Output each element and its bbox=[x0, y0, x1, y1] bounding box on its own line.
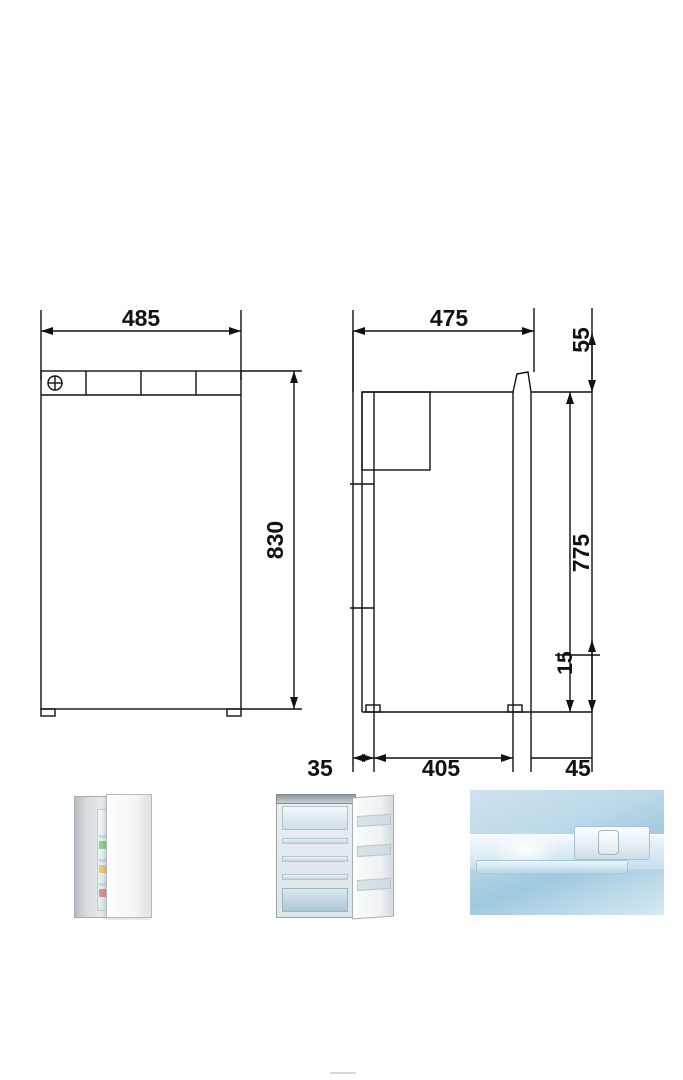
fridge-door-open bbox=[352, 795, 394, 920]
freezer-compartment bbox=[282, 806, 348, 830]
dim-front-width: 485 bbox=[121, 305, 161, 331]
page-margin-left bbox=[0, 0, 5, 1080]
fridge-control-panel bbox=[276, 794, 356, 804]
dim-front-height: 830 bbox=[262, 520, 288, 560]
thermostat-knob bbox=[598, 830, 619, 855]
photo-fridge-closed bbox=[60, 792, 165, 920]
door-shelf bbox=[357, 844, 391, 857]
dim-side-flange-depth: 55 bbox=[568, 327, 594, 353]
glass-shelf bbox=[476, 860, 628, 874]
fridge-shelf bbox=[282, 856, 348, 862]
door-shelf bbox=[357, 814, 391, 827]
dim-side-body-height: 775 bbox=[568, 533, 594, 573]
product-photo-strip bbox=[0, 782, 683, 932]
fridge-shelf bbox=[282, 838, 348, 844]
dim-side-cabinet-depth: 405 bbox=[421, 755, 461, 781]
dim-side-front-offset: 45 bbox=[565, 755, 591, 781]
fridge-door bbox=[106, 794, 152, 918]
door-shelf bbox=[357, 878, 391, 891]
page-edge-marker bbox=[330, 1072, 356, 1074]
dim-side-rear-offset: 35 bbox=[307, 755, 333, 781]
dim-side-foot-height: 15 bbox=[554, 651, 577, 675]
fridge-shelf bbox=[282, 874, 348, 880]
crisper-drawer bbox=[282, 888, 348, 912]
photo-interior-light-detail bbox=[470, 790, 664, 915]
photo-fridge-open bbox=[270, 792, 398, 920]
dim-side-depth: 475 bbox=[429, 305, 469, 331]
page-margin-right bbox=[669, 0, 683, 1080]
